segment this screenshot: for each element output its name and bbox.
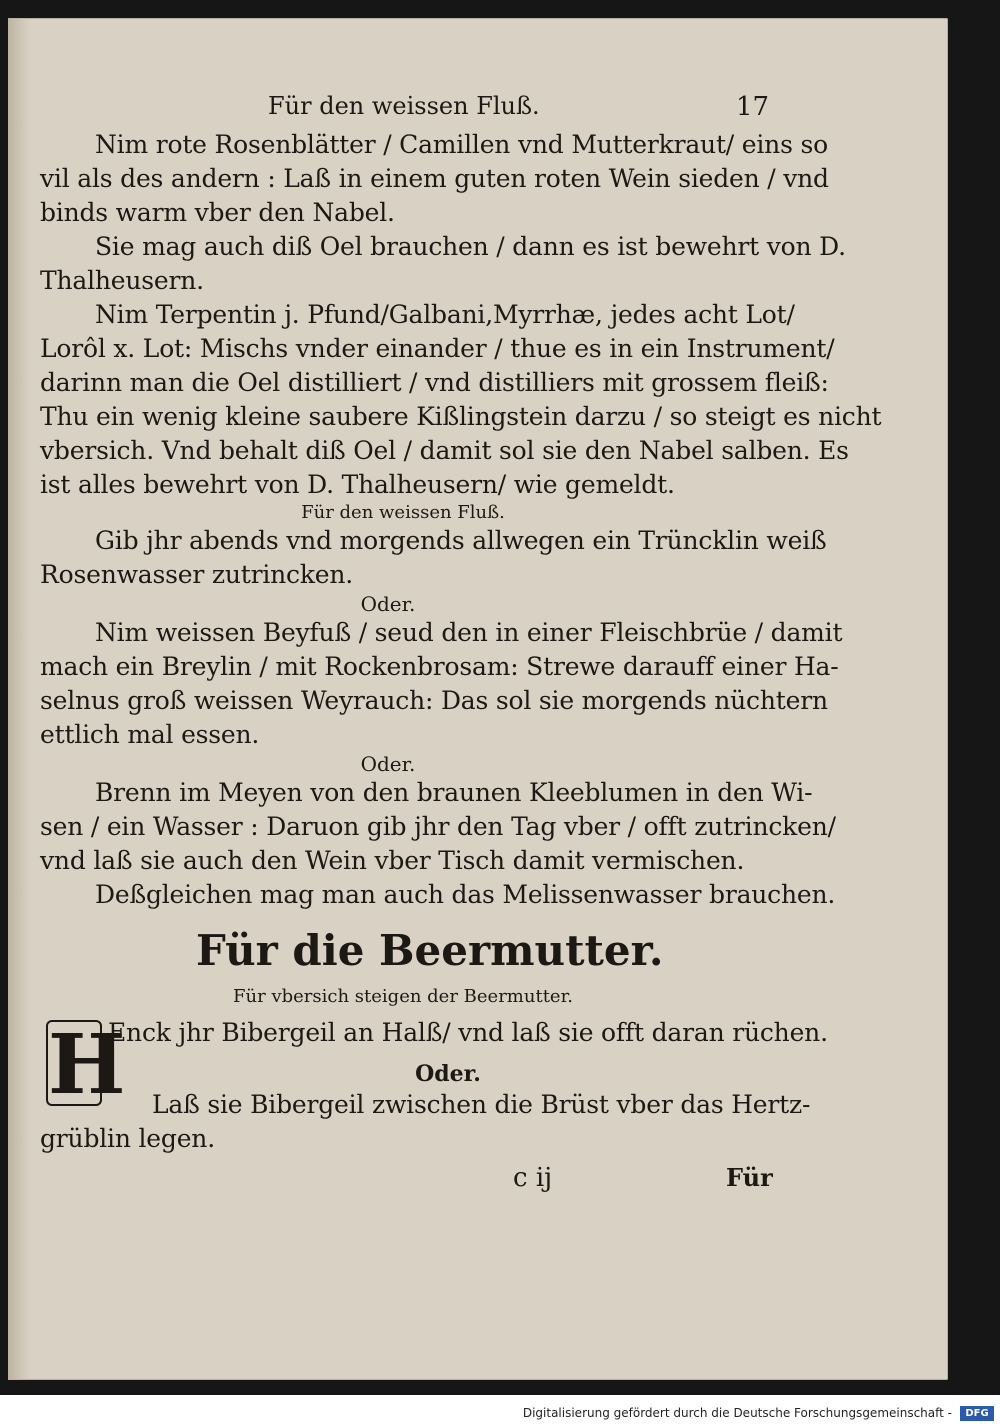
digitization-credit: Digitalisierung gefördert durch die Deutsche Forschungsgemeinschaft -: [522, 1406, 952, 1420]
signature-mark: c ij: [513, 1163, 553, 1193]
text-line: Nim weissen Beyfuß / seud den in einer Fleischbrüe / damit: [95, 618, 843, 647]
dfg-logo: DFG: [960, 1406, 994, 1421]
text-line: Laß sie Bibergeil zwischen die Brüst vber das Hertz-: [152, 1090, 811, 1119]
book-page: [8, 18, 948, 1380]
text-line: Enck jhr Bibergeil an Halß/ vnd laß sie offt daran rüchen.: [108, 1018, 828, 1047]
text-line: vil als des andern : Laß in einem guten roten Wein sieden / vnd: [40, 164, 829, 193]
text-line: Deßgleichen mag man auch das Melissenwasser brauchen.: [95, 880, 836, 909]
section-heading: Für die Beermutter.: [196, 926, 664, 975]
oder-label: Oder.: [415, 1061, 481, 1087]
text-line: sen / ein Wasser : Daruon gib jhr den Tag vber / offt zutrincken/: [40, 812, 836, 841]
text-line: Gib jhr abends vnd morgends allwegen ein Trüncklin weiß: [95, 526, 827, 555]
subheading: Für vbersich steigen der Beermutter.: [233, 986, 573, 1007]
text-line: grüblin legen.: [40, 1124, 215, 1153]
text-line: binds warm vber den Nabel.: [40, 198, 395, 227]
text-line: Nim rote Rosenblätter / Camillen vnd Mutterkraut/ eins so: [95, 130, 828, 159]
text-line: ettlich mal essen.: [40, 720, 260, 749]
text-line: vbersich. Vnd behalt diß Oel / damit sol sie den Nabel salben. Es: [40, 436, 849, 465]
text-line: Thu ein wenig kleine saubere Kißlingstein darzu / so steigt es nicht: [40, 402, 882, 431]
text-line: Sie mag auch diß Oel brauchen / dann es ist bewehrt von D.: [95, 232, 846, 261]
text-line: Brenn im Meyen von den braunen Kleeblumen in den Wi-: [95, 778, 813, 807]
text-line: Nim Terpentin j. Pfund/Galbani,Myrrhæ, jedes acht Lot/: [95, 300, 795, 329]
text-line: Lorôl x. Lot: Mischs vnder einander / thue es in ein Instrument/: [40, 334, 835, 363]
text-line: Thalheusern.: [40, 266, 204, 295]
text-line: vnd laß sie auch den Wein vber Tisch damit vermischen.: [40, 846, 745, 875]
text-line: mach ein Breylin / mit Rockenbrosam: Strewe darauff einer Ha-: [40, 652, 839, 681]
page-number: 17: [736, 92, 770, 122]
subheading: Für den weissen Fluß.: [301, 502, 505, 523]
drop-cap-initial: H: [48, 1017, 126, 1113]
text-line: selnus groß weissen Weyrauch: Das sol sie morgends nüchtern: [40, 686, 828, 715]
catchword: Für: [726, 1163, 773, 1192]
oder-label: Oder.: [360, 592, 416, 616]
running-head: Für den weissen Fluß.: [268, 92, 540, 120]
text-line: Rosenwasser zutrincken.: [40, 560, 354, 589]
text-line: darinn man die Oel distilliert / vnd distilliers mit grossem fleiß:: [40, 368, 829, 397]
oder-label: Oder.: [360, 752, 416, 776]
text-line: ist alles bewehrt von D. Thalheusern/ wie gemeldt.: [40, 470, 675, 499]
